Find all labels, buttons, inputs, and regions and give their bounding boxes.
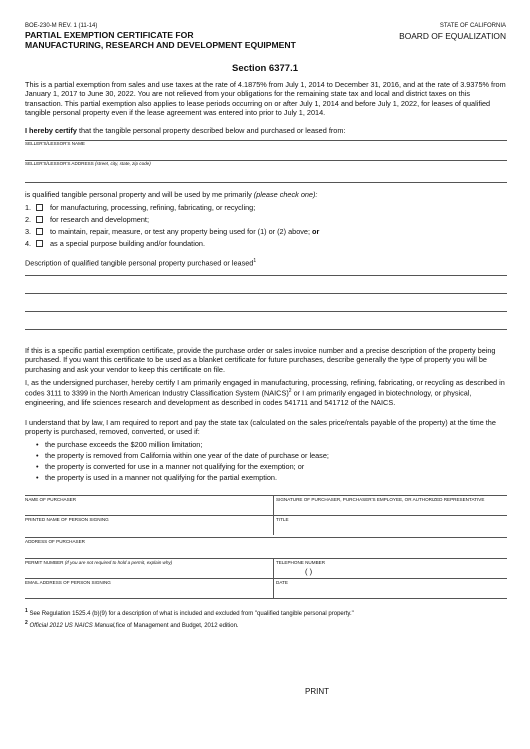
printed-name-label: PRINTED NAME OF PERSON SIGNING (25, 517, 109, 522)
option-3-num: 3. (25, 227, 32, 236)
list-item: • the property is removed from California within one year of the date of purchase or lease; (36, 450, 329, 461)
description-field[interactable] (25, 270, 507, 346)
footnote-1-mark: 1 (25, 608, 28, 614)
option-4-num: 4. (25, 239, 32, 248)
description-footnote-mark: 1 (253, 258, 257, 264)
seller-name-field[interactable] (25, 147, 507, 159)
telephone-label: TELEPHONE NUMBER (276, 560, 326, 565)
liability-paragraph: I understand that by law, I am required to report and pay the state tax (calculated on the sales price/rentals payable of the property) at the time the property is purchased, removed, converted, or used if: (25, 418, 496, 437)
description-label (25, 257, 507, 268)
seller-name-label: SELLER'S/LESSOR'S NAME (25, 141, 85, 146)
form-title (25, 30, 355, 50)
purchaser-name-field[interactable] (25, 495, 273, 515)
description-line-2 (25, 293, 507, 294)
purchaser-address-field[interactable] (25, 537, 507, 557)
certify-rest: that the tangible personal property described below and purchased or leased from: (76, 126, 346, 135)
option-3 (25, 227, 319, 236)
form-title-line1: PARTIAL EXEMPTION CERTIFICATE FOR (25, 30, 194, 40)
seller-address-field[interactable] (25, 167, 507, 179)
form-code: BOE-230-M REV. 1 (11-14) (25, 23, 98, 29)
seller-address-label (25, 161, 151, 166)
date-label: DATE (276, 580, 288, 585)
footnote-1-text: See Regulation 1525.4 (b)(9) for a description of what is included and excluded from "qualified tangible personal property." (27, 611, 354, 617)
use-prompt (25, 190, 507, 199)
signature-field[interactable] (273, 495, 507, 515)
seller-address-hint: (street, city, state, zip code) (94, 161, 151, 166)
date-field[interactable] (273, 578, 507, 598)
seller-address-bottom-rule (25, 182, 507, 183)
permit-number-hint: (If you are not required to hold a permit, explain why) (64, 560, 173, 565)
option-1-checkbox[interactable] (36, 204, 43, 211)
state-label: STATE OF CALIFORNIA (439, 23, 506, 29)
option-3-or: or (312, 227, 320, 236)
use-prompt-text: is qualified tangible personal property and will be used by me primarily (25, 190, 254, 199)
option-1-num: 1. (25, 203, 32, 212)
printed-name-field[interactable] (25, 515, 273, 535)
naics-footnote-mark: 2 (288, 388, 292, 395)
option-2-text: for research and development; (50, 215, 149, 224)
footnote-2-mark: 2 (25, 620, 28, 626)
certify-statement (25, 126, 507, 135)
grid-bottom-rule (25, 598, 507, 599)
email-field[interactable] (25, 578, 273, 598)
use-prompt-italic: (please check one): (253, 190, 318, 199)
permit-number-field[interactable] (25, 558, 273, 578)
section-heading: Section 6377.1 (231, 63, 298, 74)
option-2 (25, 215, 149, 224)
seller-address-label-text: SELLER'S/LESSOR'S ADDRESS (25, 161, 94, 166)
conditions-list (36, 439, 329, 483)
footnote-1 (25, 608, 354, 617)
option-4-checkbox[interactable] (36, 240, 43, 247)
description-line-1 (25, 275, 507, 276)
description-line-4 (25, 329, 507, 330)
signature-label: SIGNATURE OF PURCHASER, PURCHASER'S EMPLOYEE, OR AUTHORIZED REPRESENTATIVE (276, 497, 485, 502)
title-label: TITLE (276, 517, 289, 522)
option-3-text: to maintain, repair, measure, or test any property being used for (1) or (2) above; (50, 227, 313, 236)
list-item: • the purchase exceeds the $200 million limitation; (36, 439, 329, 450)
telephone-field[interactable] (273, 558, 507, 578)
purchaser-certification-a: I, as the undersigned purchaser, hereby certify I am primarily engaged in manufacturing, processing, refining, fabricating, or recycling as described in codes 3111 to 3399 in the North American Industry Classification System (NAICS) (25, 378, 505, 398)
option-1-text: for manufacturing, processing, refining, fabricating, or recycling; (50, 203, 256, 212)
board-label: BOARD OF EQUALIZATION (399, 31, 506, 41)
footnote-2-italic: Official 2012 US NAICS Manual, (27, 623, 116, 629)
purchaser-certification-paragraph (25, 378, 507, 407)
list-item: • the property is used in a manner not qualifying for the partial exemption. (36, 472, 329, 483)
grid-divider-bottom (273, 558, 274, 598)
telephone-value: ( ) (305, 567, 313, 576)
grid-divider-top (273, 495, 274, 535)
option-4 (25, 239, 205, 248)
specific-certificate-paragraph: If this is a specific partial exemption certificate, provide the purchase order or sales invoice number and a precise description of the property being purchased. If you want this certificate to be used as a blanket certificate for future purchases, describe generally the type of property you will be purchasing and ask your vendor to keep this certificate on file. (25, 346, 496, 374)
form-title-line2: MANUFACTURING, RESEARCH AND DEVELOPMENT EQUIPMENT (25, 40, 296, 50)
permit-number-label: PERMIT NUMBER (25, 560, 64, 565)
purchaser-certification-b: or I am primarily engaged in biotechnology, or physical, engineering, and life sciences research and development as described in codes 541711 and 541712 of the NAICS. (25, 388, 472, 408)
option-2-checkbox[interactable] (36, 216, 43, 223)
list-item: • the property is converted for use in a manner not qualifying for the exemption; or (36, 461, 329, 472)
intro-paragraph: This is a partial exemption from sales and use taxes at the rate of 4.1875% from July 1, 2014 to December 31, 2016, and at the rate of 3.9375% from January 1, 2017 to June 30, 2022. You are not relieved from your obligations for the remaining state tax and local and district taxes on this transaction. This partial exemption also applies to lease periods occurring on or after July 1, 2014 and before July 1, 2022, for leases of qualified tangible personal property even if the lease agreement was entered into prior to July 1, 2014. (25, 80, 506, 117)
purchaser-address-label: ADDRESS OF PURCHASER (25, 539, 85, 544)
footnote-2 (25, 620, 239, 629)
option-1 (25, 203, 255, 212)
email-label: EMAIL ADDRESS OF PERSON SIGNING (25, 580, 111, 585)
option-3-checkbox[interactable] (36, 228, 43, 235)
title-field[interactable] (273, 515, 507, 535)
description-line-3 (25, 311, 507, 312)
footnote-2-text: fice of Management and Budget, 2012 edition. (115, 623, 239, 629)
certify-bold: I hereby certify (25, 126, 77, 135)
option-2-num: 2. (25, 215, 32, 224)
print-button[interactable]: PRINT (305, 687, 329, 696)
option-4-text: as a special purpose building and/or foundation. (50, 239, 205, 248)
description-label-text: Description of qualified tangible personal property purchased or leased (25, 258, 254, 268)
purchaser-name-label: NAME OF PURCHASER (25, 497, 77, 502)
seller-name-rule (25, 140, 507, 141)
